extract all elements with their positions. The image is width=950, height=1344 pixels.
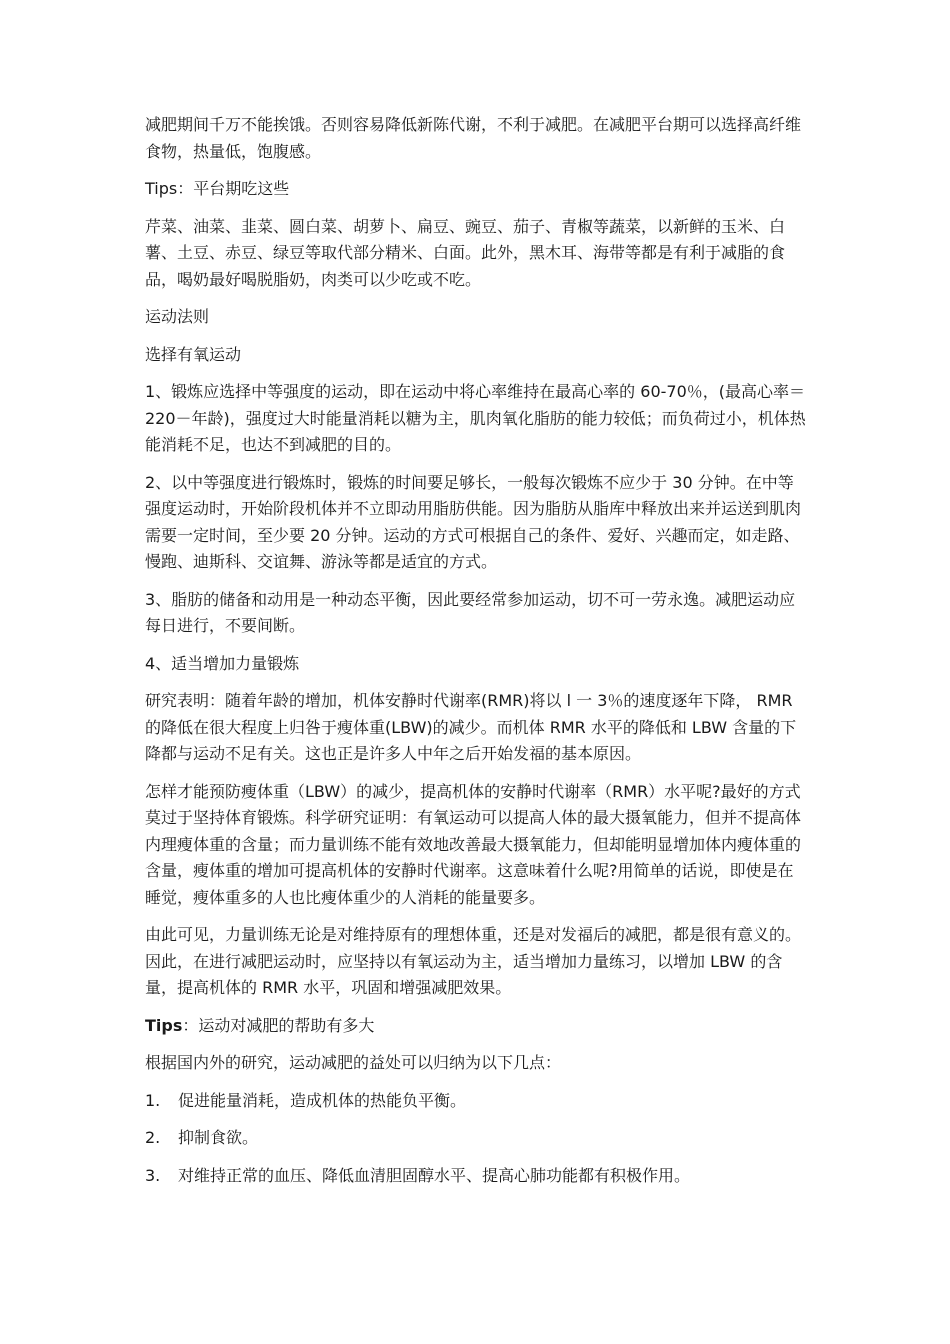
- paragraph-rule-1: 1、锻炼应选择中等强度的运动，即在运动中将心率维持在最高心率的 60-70％，(最高心率＝220－年龄)，强度过大时能量消耗以糖为主，肌肉氧化脂肪的能力较低；而负荷过小，机体热能消耗不足，也达不到减肥的目的。: [145, 382, 806, 454]
- tips-text: ：运动对减肥的帮助有多大: [182, 1015, 375, 1035]
- list-item: [145, 1125, 808, 1152]
- list-item: [145, 1088, 808, 1115]
- paragraph-rule-3: 3、脂肪的储备和动用是一种动态平衡，因此要经常参加运动，切不可一劳永逸。减肥运动应每日进行，不要间断。: [145, 589, 796, 635]
- paragraph-research: 研究表明：随着年龄的增加，机体安静时代谢率(RMR)将以 l 一 3％的速度逐年下降， RMR 的降低在很大程度上归咎于瘦体重(LBW)的减少。而机体 RMR 水平的降低和 LBW 含量的下降都与运动不足有关。这也正是许多人中年之后开始发福的基本原因。: [145, 691, 797, 763]
- list-text: 促进能量消耗，造成机体的热能负平衡。: [178, 1090, 467, 1110]
- list-number: 3.: [145, 1165, 161, 1185]
- tips-exercise-heading: [145, 1013, 808, 1040]
- list-text: 抑制食欲。: [178, 1128, 259, 1147]
- list-text: 对维持正常的血压、降低血清胆固醇水平、提高心肺功能都有积极作用。: [178, 1165, 691, 1185]
- paragraph-prevention: 怎样才能预防瘦体重（LBW）的减少，提高机体的安静时代谢率（RMR）水平呢?最好的方式莫过于坚持体育锻炼。科学研究证明：有氧运动可以提高人体的最大摄氧能力，但并不提高体内理瘦体重的含量；而力量训练不能有效地改善最大摄氧能力，但却能明显增加体内瘦体重的含量，瘦体重的增加可提高机体的安静时代谢率。这意味着什么呢?用简单的话说，即使是在睡觉，瘦体重多的人也比瘦体重少的人消耗的能量要多。: [145, 781, 802, 907]
- tips-label: Tips: [145, 1015, 183, 1035]
- list-item: [145, 1163, 808, 1190]
- list-number: 2.: [145, 1128, 161, 1147]
- tips-diet-heading: [145, 176, 808, 203]
- tips-label: Tips: [145, 179, 178, 198]
- paragraph-rule-2: 2、以中等强度进行锻炼时，锻炼的时间要足够长，一般每次锻炼不应少于 30 分钟。在中等强度运动时，开始阶段机体并不立即动用脂肪供能。因为脂肪从脂库中释放出来并运送到肌肉需要一定时间，至少要 20 分钟。运动的方式可根据自己的条件、爱好、兴趣而定，如走路、慢跑、迪斯科、交谊舞、游泳等都是适宜的方式。: [145, 472, 802, 571]
- heading-exercise-rules: 运动法则: [145, 307, 210, 326]
- paragraph-food-list: 芹菜、油菜、韭菜、圆白菜、胡萝卜、扁豆、豌豆、茄子、青椒等蔬菜，以新鲜的玉米、白薯、土豆、赤豆、绿豆等取代部分精米、白面。此外，黑木耳、海带等都是有利于减脂的食品，喝奶最好喝脱脂奶，肉类可以少吃或不吃。: [145, 216, 786, 289]
- paragraph-rule-4: 4、适当增加力量锻炼: [145, 653, 300, 673]
- paragraph-conclusion: 由此可见，力量训练无论是对维持原有的理想体重，还是对发福后的减肥，都是很有意义的。因此，在进行减肥运动时，应坚持以有氧运动为主，适当增加力量练习，以增加 LBW 的含量，提高机体的 RMR 水平，巩固和增强减肥效果。: [145, 925, 802, 997]
- tips-text: ：平台期吃这些: [177, 179, 290, 198]
- paragraph-diet-advice: 减肥期间千万不能挨饿。否则容易降低新陈代谢，不利于减肥。在减肥平台期可以选择高纤维食物，热量低，饱腹感。: [145, 115, 802, 161]
- paragraph-benefits-intro: 根据国内外的研究，运动减肥的益处可以归纳为以下几点：: [145, 1053, 562, 1072]
- heading-aerobic: 选择有氧运动: [145, 344, 242, 364]
- list-number: 1.: [145, 1090, 161, 1110]
